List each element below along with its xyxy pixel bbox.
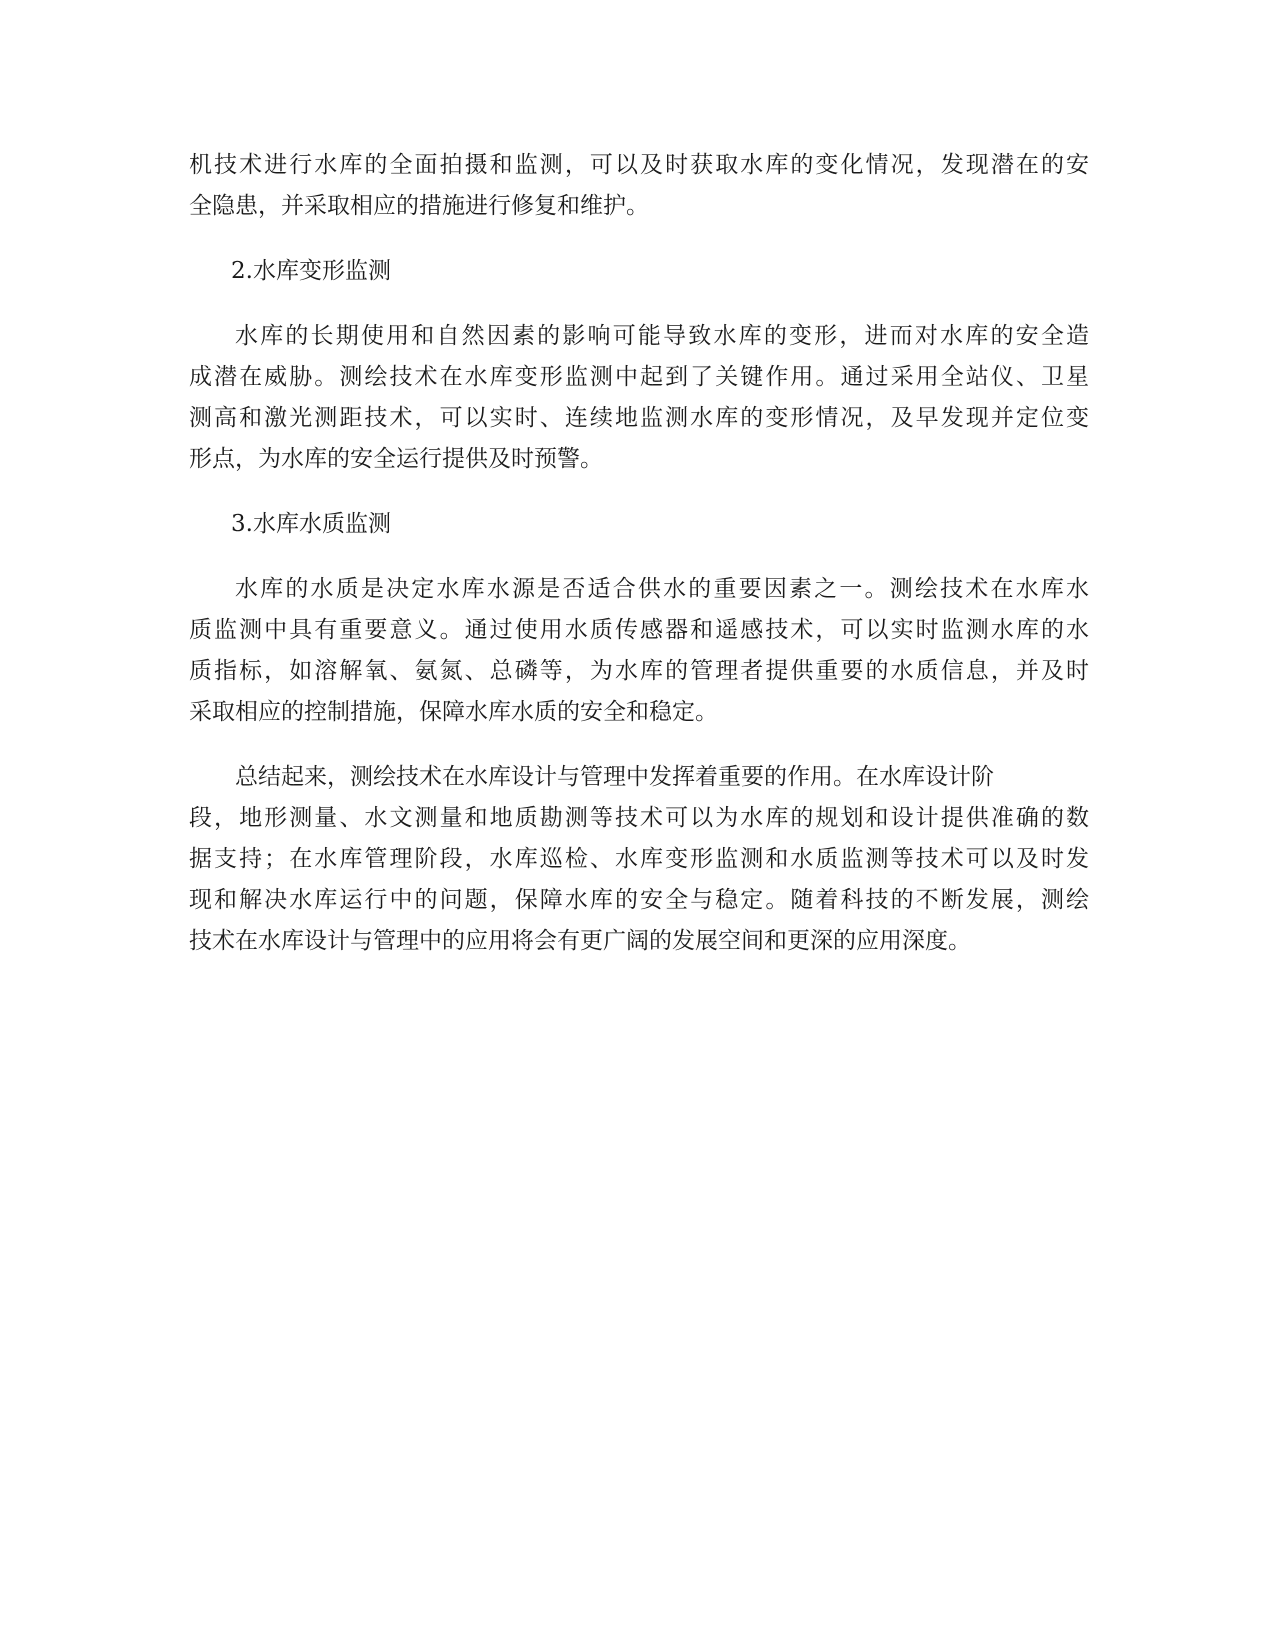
text-line: 全隐患，并采取相应的措施进行修复和维护。 bbox=[189, 193, 649, 219]
paragraph-continuation bbox=[189, 145, 1089, 227]
text-line: 段，地形测量、水文测量和地质勘测等技术可以为水库的规划和设计提供准确的数 bbox=[189, 805, 1089, 831]
text-line: 水库的长期使用和自然因素的影响可能导致水库的变形，进而对水库的安全造 bbox=[235, 323, 1089, 349]
text-line: 技术在水库设计与管理中的应用将会有更广阔的发展空间和更深的应用深度。 bbox=[189, 928, 971, 954]
text-line: 质指标，如溶解氧、氨氮、总磷等，为水库的管理者提供重要的水质信息，并及时 bbox=[189, 658, 1089, 684]
text-line: 现和解决水库运行中的问题，保障水库的安全与稳定。随着科技的不断发展，测绘 bbox=[189, 887, 1089, 913]
paragraph-deformation bbox=[189, 316, 1089, 480]
text-line: 成潜在威胁。测绘技术在水库变形监测中起到了关键作用。通过采用全站仪、卫星 bbox=[189, 364, 1089, 390]
document-body bbox=[189, 145, 1089, 986]
text-line: 形点，为水库的安全运行提供及时预警。 bbox=[189, 446, 603, 472]
paragraph-water-quality bbox=[189, 569, 1089, 733]
section-heading-deformation: 2.水库变形监测 bbox=[231, 258, 391, 284]
text-line: 水库的水质是决定水库水源是否适合供水的重要因素之一。测绘技术在水库水 bbox=[235, 576, 1089, 602]
text-line: 采取相应的控制措施，保障水库水质的安全和稳定。 bbox=[189, 699, 718, 725]
text-line: 总结起来，测绘技术在水库设计与管理中发挥着重要的作用。在水库设计阶 bbox=[235, 764, 994, 790]
text-line: 机技术进行水库的全面拍摄和监测，可以及时获取水库的变化情况，发现潜在的安 bbox=[189, 152, 1089, 178]
text-line: 质监测中具有重要意义。通过使用水质传感器和遥感技术，可以实时监测水库的水 bbox=[189, 617, 1089, 643]
text-line: 测高和激光测距技术，可以实时、连续地监测水库的变形情况，及早发现并定位变 bbox=[189, 405, 1089, 431]
paragraph-conclusion bbox=[189, 757, 1089, 962]
section-heading-water-quality: 3.水库水质监测 bbox=[231, 511, 391, 537]
text-line: 据支持；在水库管理阶段，水库巡检、水库变形监测和水质监测等技术可以及时发 bbox=[189, 846, 1089, 872]
